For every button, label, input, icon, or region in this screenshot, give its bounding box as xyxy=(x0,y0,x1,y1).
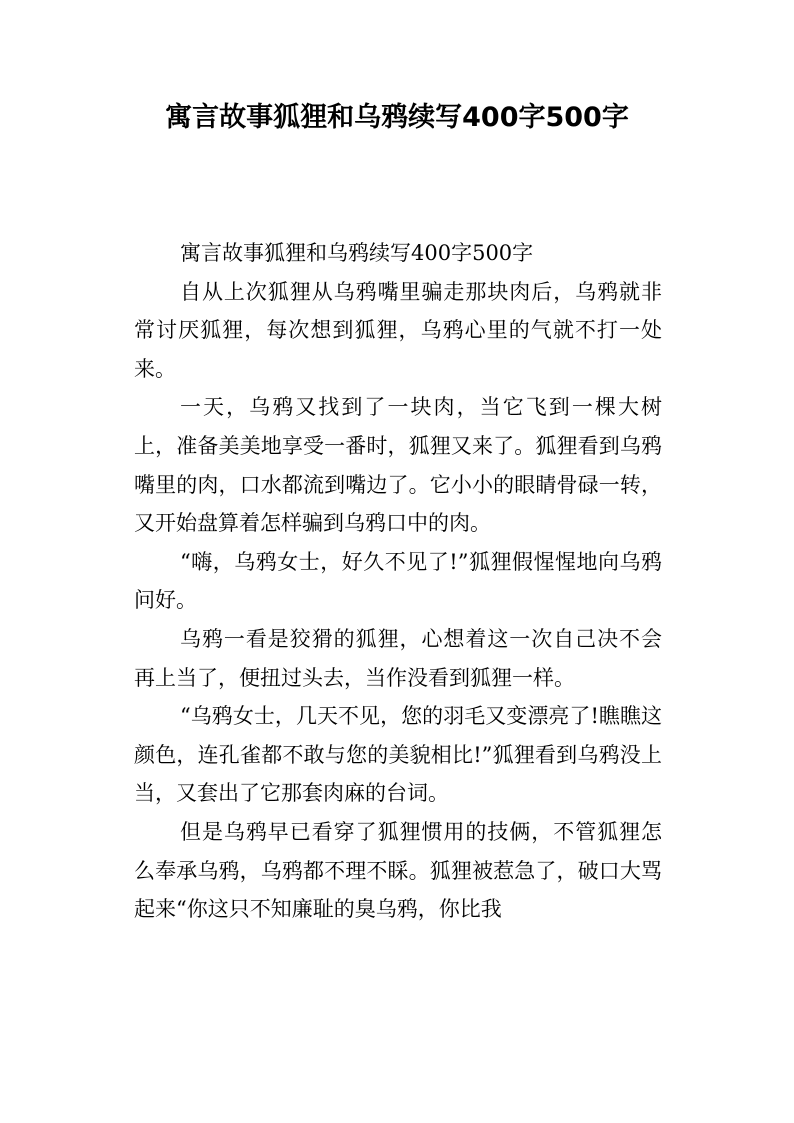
paragraph: “乌鸦女士，几天不见，您的羽毛又变漂亮了!瞧瞧这颜色，连孔雀都不敢与您的美貌相比!”狐狸看到乌鸦没上当，又套出了它那套肉麻的台词。 xyxy=(134,704,662,806)
paragraph: 一天，乌鸦又找到了一块肉，当它飞到一棵大树上，准备美美地享受一番时，狐狸又来了。狐狸看到乌鸦嘴里的肉，口水都流到嘴边了。它小小的眼睛骨碌一转，又开始盘算着怎样骗到乌鸦口中的肉。 xyxy=(134,395,662,536)
paragraph: 但是乌鸦早已看穿了狐狸惯用的技俩，不管狐狸怎么奉承乌鸦，乌鸦都不理不睬。狐狸被惹急了，破口大骂起来“你这只不知廉耻的臭乌鸦，你比我 xyxy=(134,819,662,922)
paragraph-subtitle: 寓言故事狐狸和乌鸦续写400字500字 xyxy=(180,241,534,265)
paragraph: “嗨，乌鸦女士，好久不见了!”狐狸假惺惺地向乌鸦问好。 xyxy=(134,549,662,613)
document-title: 寓言故事狐狸和乌鸦续写400字500字 xyxy=(165,102,629,133)
paragraph: 乌鸦一看是狡猾的狐狸，心想着这一次自己决不会再上当了，便扭过头去，当作没看到狐狸一样。 xyxy=(134,626,662,690)
document-body xyxy=(134,234,662,929)
paragraph: 自从上次狐狸从乌鸦嘴里骗走那块肉后，乌鸦就非常讨厌狐狸，每次想到狐狸，乌鸦心里的气就不打一处来。 xyxy=(134,279,662,381)
